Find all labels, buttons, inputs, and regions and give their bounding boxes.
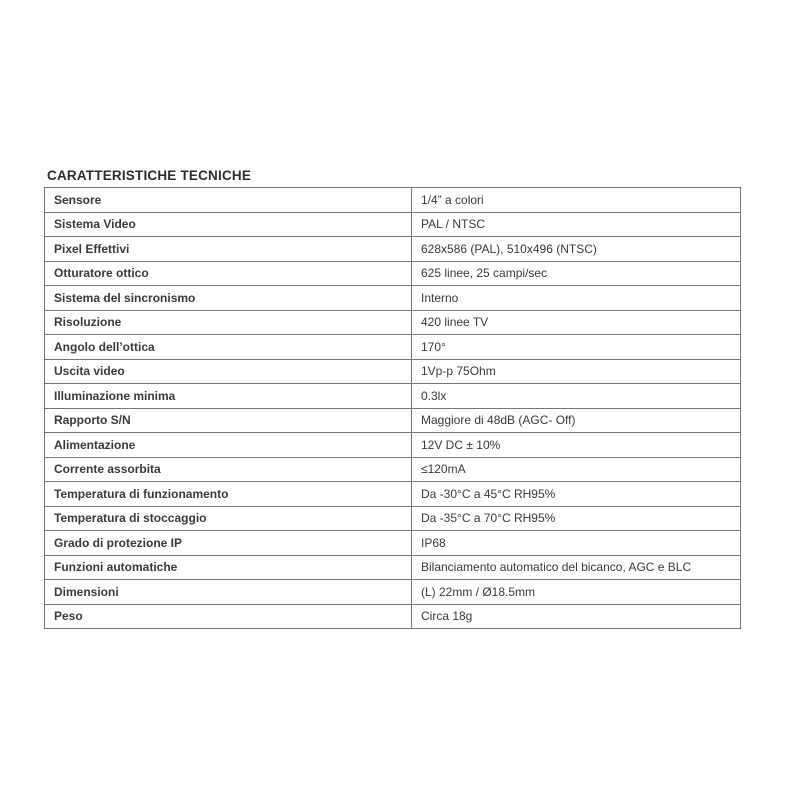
spec-table <box>44 187 741 629</box>
spec-label: Corrente assorbita <box>45 457 412 482</box>
spec-label: Alimentazione <box>45 433 412 458</box>
table-row <box>45 286 741 311</box>
spec-label: Sistema Video <box>45 212 412 237</box>
table-row <box>45 188 741 213</box>
spec-value: Interno <box>412 286 741 311</box>
spec-value: 12V DC ± 10% <box>412 433 741 458</box>
table-row <box>45 335 741 360</box>
table-row <box>45 506 741 531</box>
table-row <box>45 604 741 629</box>
spec-label: Sistema del sincronismo <box>45 286 412 311</box>
spec-label: Rapporto S/N <box>45 408 412 433</box>
table-row <box>45 580 741 605</box>
spec-value: 625 linee, 25 campi/sec <box>412 261 741 286</box>
spec-label: Temperatura di stoccaggio <box>45 506 412 531</box>
spec-label: Funzioni automatiche <box>45 555 412 580</box>
spec-value: Bilanciamento automatico del bicanco, AGC e BLC <box>412 555 741 580</box>
spec-label: Risoluzione <box>45 310 412 335</box>
table-row <box>45 212 741 237</box>
spec-value: PAL / NTSC <box>412 212 741 237</box>
spec-value: Da -30°C a 45°C RH95% <box>412 482 741 507</box>
spec-label: Uscita video <box>45 359 412 384</box>
spec-value: 0.3lx <box>412 384 741 409</box>
table-row <box>45 261 741 286</box>
spec-label: Otturatore ottico <box>45 261 412 286</box>
spec-label: Dimensioni <box>45 580 412 605</box>
spec-label: Peso <box>45 604 412 629</box>
spec-value: 628x586 (PAL), 510x496 (NTSC) <box>412 237 741 262</box>
table-row <box>45 408 741 433</box>
spec-label: Sensore <box>45 188 412 213</box>
spec-value: Maggiore di 48dB (AGC- Off) <box>412 408 741 433</box>
table-row <box>45 237 741 262</box>
page-title: CARATTERISTICHE TECNICHE <box>47 168 252 183</box>
spec-value: Circa 18g <box>412 604 741 629</box>
spec-value: Da -35°C a 70°C RH95% <box>412 506 741 531</box>
table-row <box>45 433 741 458</box>
spec-value: (L) 22mm / Ø18.5mm <box>412 580 741 605</box>
table-row <box>45 531 741 556</box>
spec-value: 170° <box>412 335 741 360</box>
spec-value: 1Vp-p 75Ohm <box>412 359 741 384</box>
table-row <box>45 555 741 580</box>
table-row <box>45 482 741 507</box>
spec-value: 1/4” a colori <box>412 188 741 213</box>
table-row <box>45 457 741 482</box>
spec-table-body <box>45 188 741 629</box>
table-row <box>45 359 741 384</box>
spec-value: IP68 <box>412 531 741 556</box>
spec-label: Illuminazione minima <box>45 384 412 409</box>
spec-label: Pixel Effettivi <box>45 237 412 262</box>
table-row <box>45 384 741 409</box>
table-row <box>45 310 741 335</box>
spec-label: Grado di protezione IP <box>45 531 412 556</box>
spec-label: Angolo dell’ottica <box>45 335 412 360</box>
spec-value: 420 linee TV <box>412 310 741 335</box>
spec-label: Temperatura di funzionamento <box>45 482 412 507</box>
spec-value: ≤120mA <box>412 457 741 482</box>
